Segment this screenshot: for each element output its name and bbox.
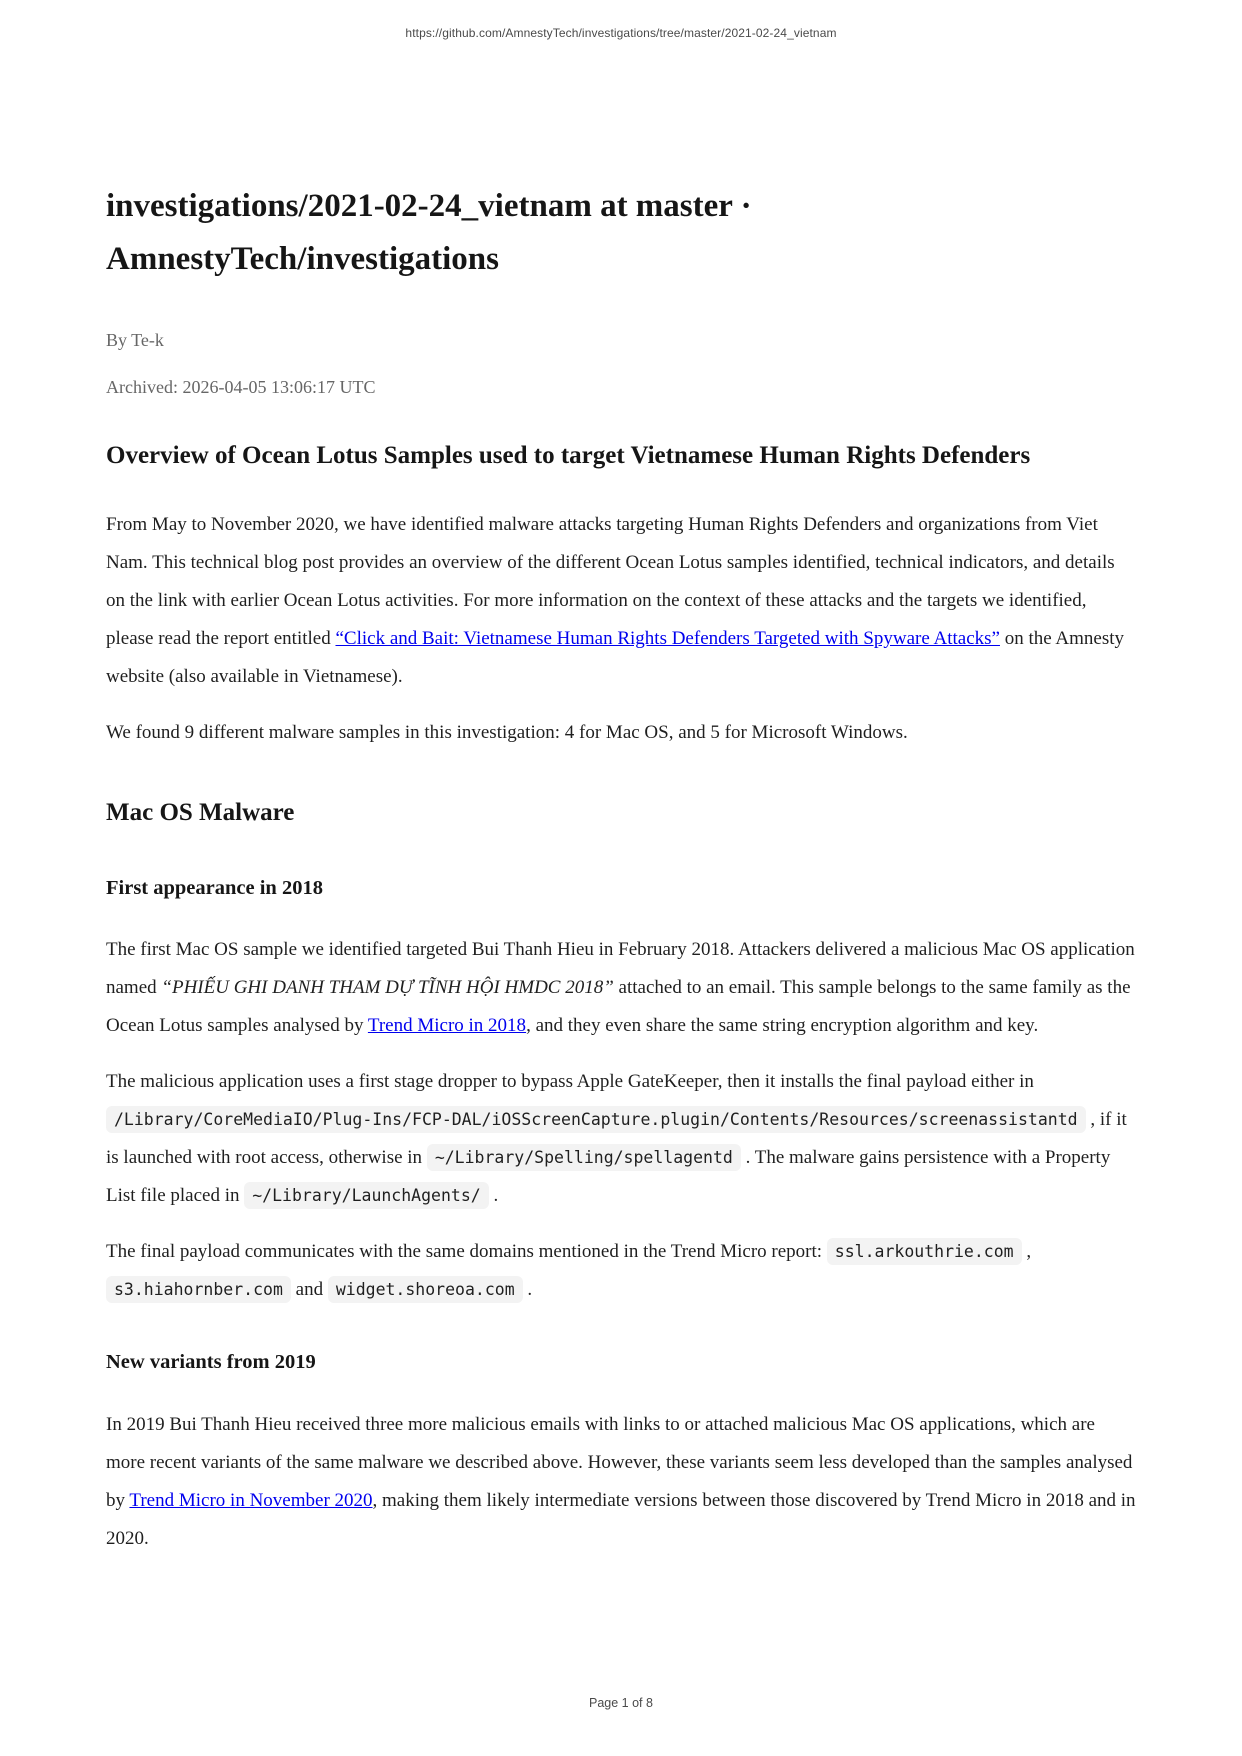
- article: [106, 0, 1136, 1558]
- paragraph-intro: From May to November 2020, we have identified malware attacks targeting Human Rights Defenders and organizations from Viet Nam. This technical blog post provides an overview of the different Ocean Lotus samples identified, technical indicators, and details on the link with earlier Ocean Lotus activities. For more information on the context of these attacks and the targets we identified, please read the report entitled “Click and Bait: Vietnamese Human Rights Defenders Targeted with Spyware Attacks” on the Amnesty website (also available in Vietnamese).: [106, 513, 1124, 687]
- trend-micro-november-2020-link[interactable]: Trend Micro in November 2020: [129, 1490, 373, 1512]
- section-heading-overview: Overview of Ocean Lotus Samples used to target Vietnamese Human Rights Defenders: [106, 441, 1031, 469]
- subheading-new-variants-2019: New variants from 2019: [106, 1351, 316, 1374]
- inline-code: widget.shoreoa.com: [328, 1276, 523, 1303]
- byline: By Te-k: [106, 329, 164, 350]
- inline-code: ssl.arkouthrie.com: [827, 1238, 1022, 1265]
- paragraph-samples-summary: We found 9 different malware samples in this investigation: 4 for Mac OS, and 5 for Microsoft Windows.: [106, 721, 908, 743]
- emphasized-text: “PHIẾU GHI DANH THAM DỰ TĨNH HỘI HMDC 2018”: [161, 977, 614, 999]
- click-and-bait-report-link[interactable]: “Click and Bait: Vietnamese Human Rights Defenders Targeted with Spyware Attacks”: [335, 627, 1000, 649]
- inline-code: s3.hiahornber.com: [106, 1276, 291, 1303]
- subheading-first-appearance-2018: First appearance in 2018: [106, 876, 323, 899]
- inline-code: ~/Library/Spelling/spellagentd: [427, 1144, 741, 1171]
- page-title: investigations/2021-02-24_vietnam at master · AmnestyTech/investigations: [106, 188, 752, 277]
- trend-micro-2018-link[interactable]: Trend Micro in 2018: [367, 1015, 527, 1037]
- inline-code: ~/Library/LaunchAgents/: [244, 1182, 488, 1209]
- print-header-url: https://github.com/AmnestyTech/investigations/tree/master/2021-02-24_vietnam: [405, 26, 837, 40]
- paragraph-first-sample: The first Mac OS sample we identified targeted Bui Thanh Hieu in February 2018. Attackers delivered a malicious Mac OS application named “PHIẾU GHI DANH THAM DỰ TĨNH HỘI HMDC 2018” attached to an email. This sample belongs to the same family as the Ocean Lotus samples analysed by Trend Micro in 2018, and they even share the same string encryption algorithm and key.: [106, 939, 1135, 1037]
- archived-timestamp: Archived: 2026-04-05 13:06:17 UTC: [106, 377, 376, 398]
- paragraph-c2-domains: The final payload communicates with the same domains mentioned in the Trend Micro report: ssl.arkouthrie.com , s3.hiahornber.com and widget.shoreoa.com .: [106, 1233, 1136, 1309]
- section-heading-macos-malware: Mac OS Malware: [106, 798, 295, 826]
- paragraph-dropper-paths: The malicious application uses a first stage dropper to bypass Apple GateKeeper, then it installs the final payload either in /Library/CoreMediaIO/Plug-Ins/FCP-DAL/iOSScreenCapture.plugin/Contents/Resources/screenassistantd , if it is launched with root access, otherwise in ~/Library/Spelling/spellagentd . The malware gains persistence with a Property List file placed in ~/Library/LaunchAgents/ .: [106, 1063, 1136, 1215]
- print-footer-page-indicator: Page 1 of 8: [589, 1696, 653, 1710]
- inline-code: /Library/CoreMediaIO/Plug-Ins/FCP-DAL/iOSScreenCapture.plugin/Contents/Resources/screenassistantd: [106, 1106, 1086, 1133]
- paragraph-variants-2019: In 2019 Bui Thanh Hieu received three more malicious emails with links to or attached malicious Mac OS applications, which are more recent variants of the same malware we described above. However, these variants seem less developed than the samples analysed by Trend Micro in November 2020, making them likely intermediate versions between those discovered by Trend Micro in 2018 and in 2020.: [106, 1414, 1136, 1550]
